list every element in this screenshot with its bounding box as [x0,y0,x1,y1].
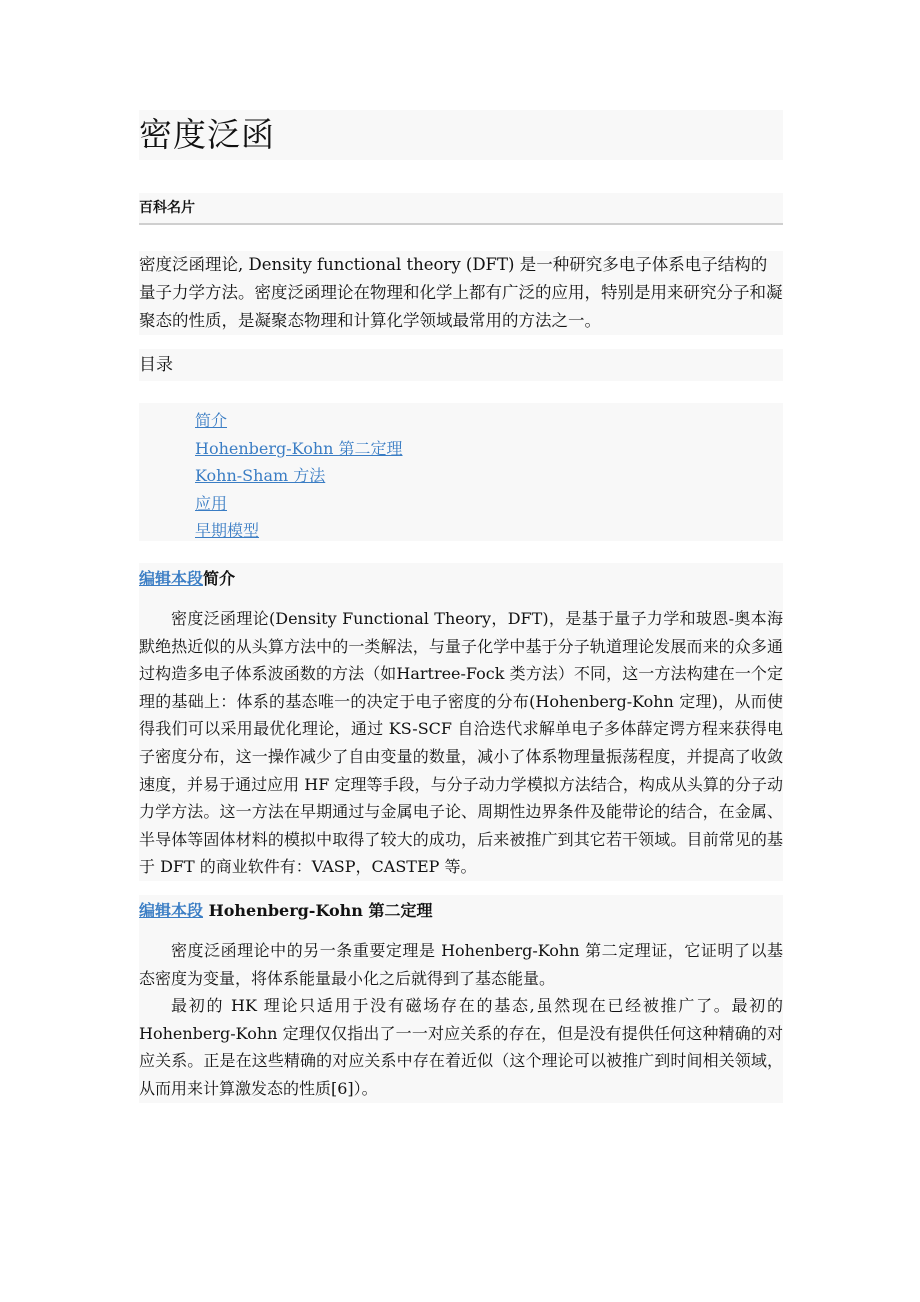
card-header [139,193,783,225]
edit-section-link[interactable]: 编辑本段 [139,569,204,588]
section-paragraph: 密度泛函理论(Density Functional Theory，DFT)，是基于量子力学和玻恩-奥本海默绝热近似的从头算方法中的一类解法，与量子化学中基于分子轨道理论发展而来的众多通过构造多电子体系波函数的方法（如Hartree-Fock 类方法）不同，这一方法构建在一个定理的基础上：体系的基态唯一的决定于电子密度的分布(Hohenberg-Kohn 定理)，从而使得我们可以采用最优化理论，通过 KS-SCF 自洽迭代求解单电子多体薛定谔方程来获得电子密度分布，这一操作减少了自由变量的数量，减小了体系物理量振荡程度，并提高了收敛速度，并易于通过应用 HF 定理等手段，与分子动力学模拟方法结合，构成从头算的分子动力学方法。这一方法在早期通过与金属电子论、周期性边界条件及能带论的结合，在金属、半导体等固体材料的模拟中取得了较大的成功，后来被推广到其它若干领域。目前常见的基于 DFT 的商业软件有：VASP，CASTEP 等。 [139,609,783,877]
section-intro [139,563,783,881]
title-block [139,110,783,160]
intro-paragraph: 密度泛函理论, Density functional theory (DFT) 是一种研究多电子体系电子结构的量子力学方法。密度泛函理论在物理和化学上都有广泛的应用，特别是用来研究分子和凝聚态的性质，是凝聚态物理和计算化学领域最常用的方法之一。 [139,251,783,335]
section-title: 简介 [203,569,236,588]
section-paragraph: 最初的 HK 理论只适用于没有磁场存在的基态,虽然现在已经被推广了。最初的 Hohenberg-Kohn 定理仅仅指出了一一对应关系的存在，但是没有提供任何这种精确的对应关系。正是在这些精确的对应关系中存在着近似（这个理论可以被推广到时间相关领域，从而用来计算激发态的性质[6]）。 [139,996,783,1098]
section-hk-theorem [139,895,783,1103]
article [139,110,783,1103]
section-title: Hohenberg-Kohn 第二定理 [203,900,433,920]
toc-link-intro[interactable]: 简介 [195,411,228,430]
table-of-contents [139,403,783,541]
toc-link-hk-theorem[interactable]: Hohenberg-Kohn 第二定理 [195,438,403,458]
toc-link-early-models[interactable]: 早期模型 [195,521,260,540]
edit-section-link[interactable]: 编辑本段 [139,900,204,920]
toc-label: 目录 [139,349,783,381]
toc-link-kohn-sham[interactable]: Kohn-Sham 方法 [195,466,326,485]
section-paragraph: 密度泛函理论中的另一条重要定理是 Hohenberg-Kohn 第二定理证，它证明了以基态密度为变量，将体系能量最小化之后就得到了基态能量。 [139,940,783,988]
card-label: 百科名片 [139,200,195,216]
section-heading [139,895,783,927]
section-heading [139,563,783,595]
page-title: 密度泛函 [139,115,275,154]
toc-link-applications[interactable]: 应用 [195,493,228,513]
